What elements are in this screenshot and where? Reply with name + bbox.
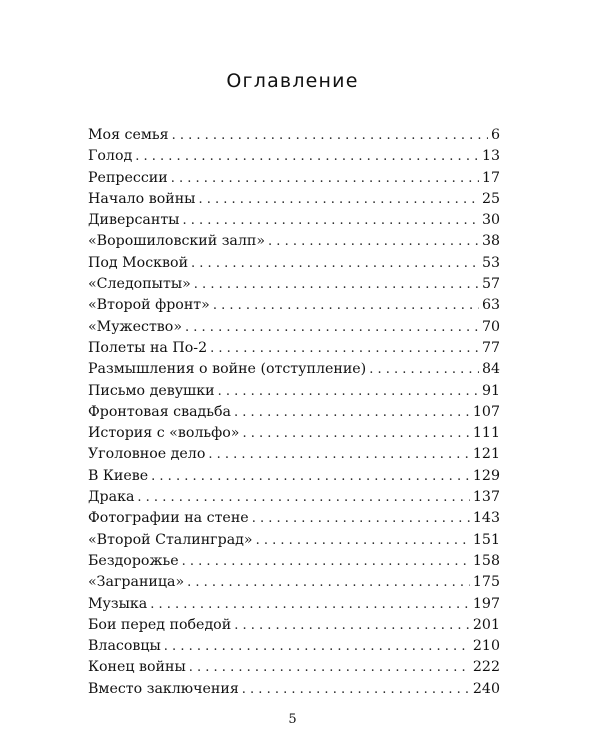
dot-leader [213,295,479,316]
toc-entry[interactable] [88,253,500,274]
dot-leader [191,253,479,274]
toc-entry[interactable] [88,508,500,529]
toc-entry-title: Диверсанты [88,212,180,229]
toc-entry[interactable] [88,189,500,210]
toc-entry-title: Бои перед победой [88,616,232,633]
toc-entry-page: 91 [481,382,500,399]
toc-entry-title: Фотографии на стене [88,510,249,527]
toc-entry-title: Размышления о войне (отступление) [88,361,367,378]
toc-entry-page: 197 [472,595,500,612]
toc-entry-page: 70 [481,318,500,335]
dot-leader [234,402,470,423]
toc-entry-title: Драка [88,489,135,506]
toc-entry-page: 77 [481,339,500,356]
toc-entry[interactable] [88,381,500,402]
toc-entry-title: «Второй фронт» [88,297,210,314]
toc-entry-page: 222 [472,659,500,676]
toc-entry-page: 30 [481,212,500,229]
toc-entry[interactable] [88,466,500,487]
toc-entry[interactable] [88,551,500,572]
dot-leader [208,444,470,465]
toc-entry-title: «Мужество» [88,318,183,335]
dot-leader [218,381,479,402]
toc-entry-title: Бездорожье [88,552,179,569]
dot-leader [256,530,470,551]
toc-entry-title: Полеты на По-2 [88,339,208,356]
toc-entry-title: Вместо заключения [88,680,239,697]
toc-entry[interactable] [88,530,500,551]
toc-entry-page: 6 [490,127,500,143]
toc-entry-page: 129 [472,467,500,484]
toc-entry-title: Моя семья [88,127,169,143]
toc-entry-title: Письмо девушки [88,382,215,399]
dot-leader [182,551,470,572]
toc-entry[interactable] [88,274,500,295]
toc-entry-title: Власовцы [88,638,161,655]
page-number: 5 [288,712,297,727]
toc-entry-page: 13 [481,148,500,165]
toc-entry[interactable] [88,210,500,231]
page-title: Оглавление [226,70,359,92]
toc-entry-title: История с «вольфо» [88,425,240,442]
toc-entry-page: 210 [472,638,500,655]
toc-entry-title: «Следопыты» [88,276,191,293]
table-of-contents [88,125,500,700]
toc-entry-page: 38 [481,233,500,250]
toc-entry-page: 175 [472,574,500,591]
dot-leader [369,359,479,380]
toc-entry[interactable] [88,615,500,636]
toc-entry-title: Фронтовая свадьба [88,403,232,420]
toc-entry-title: В Киеве [88,467,149,484]
dot-leader [135,146,479,167]
toc-entry-page: 111 [472,425,500,442]
toc-entry-title: Конец войны [88,659,186,676]
toc-entry[interactable] [88,338,500,359]
toc-entry-page: 137 [472,489,500,506]
dot-leader [185,317,479,338]
toc-entry-page: 158 [472,552,500,569]
dot-leader [252,508,470,529]
dot-leader [198,189,478,210]
toc-entry-page: 25 [481,190,500,207]
toc-entry[interactable] [88,359,500,380]
toc-entry[interactable] [88,402,500,423]
toc-entry-page: 17 [481,169,500,186]
dot-leader [189,657,470,678]
toc-entry-page: 107 [472,403,500,420]
toc-entry-title: Начало войны [88,190,196,207]
toc-entry[interactable] [88,423,500,444]
dot-leader [242,423,469,444]
dot-leader [268,231,479,252]
dot-leader [242,679,470,700]
dot-leader [172,125,488,146]
dot-leader [137,487,470,508]
toc-entry[interactable] [88,572,500,593]
toc-entry-title: «Ворошиловский залп» [88,233,266,250]
toc-entry[interactable] [88,487,500,508]
dot-leader [150,594,470,615]
dot-leader [182,210,478,231]
toc-entry-page: 240 [472,680,500,697]
dot-leader [151,466,470,487]
toc-entry-page: 63 [481,297,500,314]
toc-entry[interactable] [88,295,500,316]
dot-leader [210,338,479,359]
toc-entry-page: 201 [472,616,500,633]
toc-entry[interactable] [88,594,500,615]
dot-leader [187,572,470,593]
toc-entry-title: «Второй Сталинград» [88,531,253,548]
toc-entry-page: 121 [472,446,500,463]
toc-entry-page: 151 [472,531,500,548]
toc-entry-title: Уголовное дело [88,446,206,463]
toc-entry-page: 53 [481,254,500,271]
toc-entry-page: 84 [481,361,500,378]
toc-entry[interactable] [88,231,500,252]
dot-leader [171,168,479,189]
toc-entry-page: 57 [481,276,500,293]
toc-entry-title: Репрессии [88,169,168,186]
toc-entry-page: 143 [472,510,500,527]
toc-entry[interactable] [88,317,500,338]
dot-leader [164,636,470,657]
toc-entry-title: Голод [88,148,133,165]
dot-leader [234,615,470,636]
toc-entry[interactable] [88,125,500,146]
toc-entry[interactable] [88,146,500,167]
toc-entry[interactable] [88,168,500,189]
toc-entry-title: Музыка [88,595,148,612]
toc-entry[interactable] [88,636,500,657]
toc-entry[interactable] [88,444,500,465]
toc-entry-title: «Заграница» [88,574,185,591]
dot-leader [194,274,479,295]
toc-entry-title: Под Москвой [88,254,189,271]
toc-entry[interactable] [88,679,500,700]
toc-entry[interactable] [88,657,500,678]
